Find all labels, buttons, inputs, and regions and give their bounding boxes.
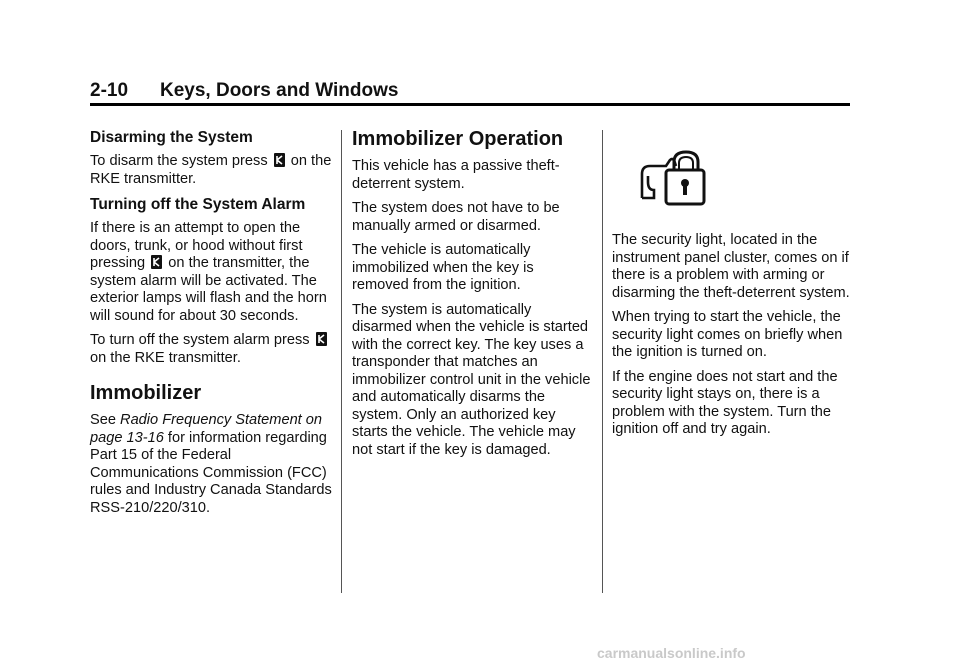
paragraph-start-vehicle: When trying to start the vehicle, the security light comes on briefly when the ignition is turned on. <box>612 309 843 360</box>
key-lock-icon <box>316 332 327 346</box>
column-divider <box>341 130 342 593</box>
page-number: 2-10 <box>90 80 129 101</box>
see-text: See <box>90 412 116 428</box>
turnoff-text: To turn off the system alarm press <box>90 332 310 348</box>
alarm-text: If there is an attempt to open the doors, trunk, or hood without first pressing <box>90 220 303 271</box>
paragraph-security-light: The security light, located in the instrument panel cluster, comes on if there is a problem with arming or disarming the theft-deterrent system. <box>612 232 850 301</box>
heading-turning-off-alarm: Turning off the System Alarm <box>90 196 306 213</box>
heading-disarming: Disarming the System <box>90 129 253 146</box>
paragraph-turn-off <box>90 332 335 367</box>
section-title: Keys, Doors and Windows <box>160 80 399 101</box>
heading-immobilizer-operation: Immobilizer Operation <box>352 128 564 150</box>
paragraph-disarm <box>90 153 335 188</box>
paragraph-disarmed: The system is automatically disarmed when the vehicle is started with the correct key. The key uses a transponder that matches an immobilizer control unit in the vehicle and automatically disarms the system. Only an authorized key starts the vehicle. The vehicle may not start if the key is damaged. <box>352 301 591 458</box>
paragraph-engine-not-start: If the engine does not start and the security light stays on, there is a problem with the system. Turn the ignition off and try again. <box>612 368 838 437</box>
paragraph-immobilizer <box>90 412 335 517</box>
immobilizer-text: for information regarding Part 15 of the Federal Communications Commission (FCC) rules and Industry Canada Standards RSS-210/220/310. <box>90 429 332 516</box>
paragraph-immobilized: The vehicle is automatically immobilized when the key is removed from the ignition. <box>352 242 534 293</box>
heading-immobilizer: Immobilizer <box>90 382 202 404</box>
paragraph-passive: This vehicle has a passive theft-deterrent system. <box>352 158 560 192</box>
watermark: carmanualsonline.info <box>597 645 746 661</box>
column-divider <box>602 130 603 593</box>
disarm-text: To disarm the system press <box>90 153 268 169</box>
turnoff-text-end: on the RKE transmitter. <box>90 349 241 366</box>
column-right <box>612 124 852 446</box>
column-left <box>90 124 335 524</box>
alarm-text-end: on the transmitter, the system alarm will be activated. The exterior lamps will flash and the horn will sound for about 30 seconds. <box>90 255 327 324</box>
paragraph-alarm <box>90 220 335 325</box>
page-header <box>90 80 398 102</box>
radio-frequency-link[interactable]: Radio Frequency Statement on page 13-16 <box>90 412 323 446</box>
key-lock-icon <box>274 153 285 167</box>
key-lock-icon <box>151 255 162 269</box>
disarm-text-end: on the RKE transmitter. <box>90 153 332 187</box>
security-light-icon <box>636 148 706 208</box>
paragraph-armed: The system does not have to be manually armed or disarmed. <box>352 200 560 234</box>
header-rule <box>90 103 850 106</box>
column-middle <box>352 124 592 466</box>
